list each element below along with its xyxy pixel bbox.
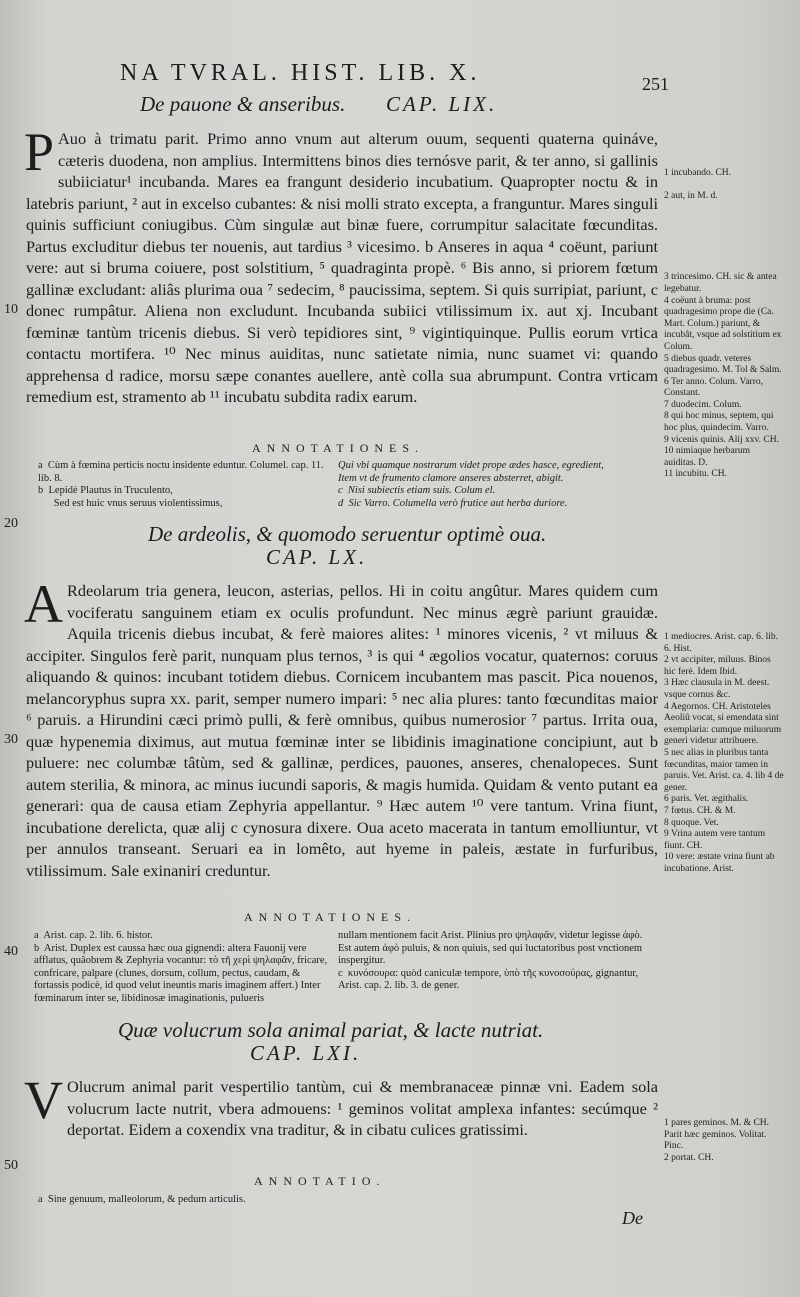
- chapter-number-60: CAP. LX.: [266, 545, 368, 569]
- drop-cap-61: V: [24, 1070, 63, 1130]
- chapter-title-61: Quæ volucrum sola animal pariat, & lacte nutriat.: [118, 1018, 544, 1042]
- annotations-left-61: a Sine genuum, malleolorum, & pedum articulis.: [38, 1194, 246, 1205]
- margin-notes-61: 1 pares geminos. M. & CH. Parit hæc geminos. Volitat. Pinc. 2 portat. CH.: [664, 1118, 770, 1163]
- drop-cap-59: P: [24, 122, 55, 182]
- annotations-left-59: a Cùm à fœmina perticis noctu insidente eduntur. Columel. cap. 11. lib. 8. b Lepidè Plautus in Truculento, Sed est huic vnus seruus violentissimus,: [38, 460, 324, 509]
- chapter-text-60: Rdeolarum tria genera, leucon, asterias, pellos. Hi in coitu angûtur. Mares quidem cum vociferatu sanguinem etiam ex oculis profundunt. Nec minus ægrè pariunt grauidæ. Aquila tricenis diebus incubat, & ferè maiores alites: ¹ minores vicenis, ² vt miluus & accipiter. Singulos ferè parit, nunquam plus ternos, ³ is qui ⁴ ægolios vocatur, quaternos: coruus aliquando & quinos: incubant totidem diebus. Cornicem incubantem mas pascit. Pica nouenos, melancoryphus supra xx. parit, semper numero impari: ⁵ nec alia plures: tanto fœcunditas maior ⁶ paruis. a Hirundini cæci primò pulli, & ferè omnibus, quibus numerosior ⁷ partus. Irrita oua, quæ hypenemia diximus, aut mutua fœminæ inter se libidinis imaginatione concipiunt, aut b puluere: nec columbæ tâtùm, sed & gallinæ, perdices, pauones, anseres, chenalopeces. Sunt autem sterilia, & minora, ac minus iucundi saporis, & magis humida. Quidam & vento putant ea generari: qua de causa etiam Zephyria appellantur. ⁹ Hæc autem ¹⁰ vere tantum. Vrina fiunt, incubatione derelicta, quæ alij c cynosura dixere. Oua aceto macerata in tantum emolliuntur, vt per annulos transeant. Seruari ea in lomêto, aut hyeme in paleis, æstate in furfuribus, vtilissimum. Sale exinaniri creduntur.: [26, 581, 658, 880]
- chapter-body-60: [24, 574, 658, 881]
- line-number-20: 20: [4, 516, 18, 531]
- chapter-body-59: [24, 122, 658, 408]
- annotations-left-60: a Arist. cap. 2. lib. 6. histor. b Arist. Duplex est caussa hæc oua gignendi: altera Fauonij vere afflatus, quâobrem & Zephyria vocantur: τὸ τῆ χερὶ ψηλαφᾶν, fricare, confricare, palpare (clunes, dorsum, collum, pectus, caudam, & fortassis podicè, id quod velut ineuntis maris imaginem affert.) Inter fœminarum inter se, libidinosæ imaginationis, pulueris: [34, 930, 328, 1004]
- chapter-text-59: Auo à trimatu parit. Primo anno vnum aut alterum ouum, sequenti quaterna quináve, cæteris duodena, non amplius. Intermittens binos dies ternósve parit, & ter anno, si gallinis subiiciatur¹ incubanda. Mares ea frangunt desiderio incubatium. Quapropter noctu & in latebris pariunt, ² aut in excelso cubantes: & nisi molli strato excepta, a franguntur. Mares singuli quinis sufficiunt coniugibus. Cùm singulæ aut binæ fuere, corrumpitur salacitate fœcunditas. Partus excluditur diebus ter nouenis, aut tardius ³ vicesimo. b Anseres in aqua ⁴ coëunt, pariunt vere: aut si bruma coiuere, post solstitium, ⁵ quadraginta propè. ⁶ Bis anno, si priorem fœtum gallinæ excludant: aliâs plurima oua ⁷ sedecim, ⁸ paucissima, septem. Si quis surripiat, pariunt, c donec rumpâtur. Aliena non excludunt. Incubanda subiici vtilissimum ix. aut xj. Incubant fœminæ tantùm tricenis diebus. Si verò tepidiores sint, ⁹ vigintiquinque. Pullis eorum vrtica contactu mortifera. ¹⁰ Nec minus auiditas, nunc satietate nimia, nunc suamet vi: quando apprehensa d radice, morsu sæpe conantes auellere, antè colla sua abrumpunt. Contra vrticam remedium est, stramento ab ¹¹ incubatu subdita radix earum.: [26, 129, 658, 406]
- annotations-right-59: Qui vbi quamque nostrarum videt prope ædes hasce, egredient, Item vt de frumento clamore anseres absterret, abigit. c Nisi subiectis etiam suis. Colum el. d Sic Varro. Columella verò frutice aut herba duriore.: [338, 460, 604, 509]
- catchword: De: [622, 1208, 643, 1228]
- annotations-right-60: nullam mentionem facit Arist. Plinius pro ψηλαφᾶν, videtur legisse ἀφὸ. Est autem ἀφὸ puluis, & non quiuis, sed qui luctatoribus post vnctionem inspergitur. c κυνόσουρα: quòd caniculæ tempore, ὑπὸ τῆς κυνοσούρας, gignantur, Arist. cap. 2. lib. 3. de gener.: [338, 930, 643, 992]
- margin-notes-60: 1 mediocres. Arist. cap. 6. lib. 6. Hist. 2 vt accipiter, miluus. Binos hic ferè. Idem Ibid. 3 Hæc clausula in M. deest. vsque cornus &c. 4 Aegornos. CH. Aristoteles Aeoliû vocat, si emendata sint exemplaria: cumque miluorum generi videtur attribuere. 5 nec alias in pluribus tanta fœcunditas, maior tamen in paruis. Vet. Arist. ca. 4. lib 4 de gener. 6 paris. Vet. ægithalis. 7 fœtus. CH. & M. 8 quoque. Vet. 9 Vrina autem vere tantum fiunt. CH. 10 vere: æstate vrina fiunt ab incubatione. Arist.: [664, 632, 784, 874]
- annotations-heading-60: ANNOTATIONES.: [244, 910, 417, 924]
- chapter-text-61: Olucrum animal parit vespertilio tantùm, cui & membranaceæ pinnæ vni. Eadem sola volucrum lacte nutrit, vbera admouens: ¹ geminos volitat amplexa infantes: secúmque ² deportat. Eidem a coxendix vna traditur, & in cibatu culices gratissimi.: [67, 1077, 658, 1139]
- chapter-number-61: CAP. LXI.: [250, 1041, 362, 1065]
- page-number: 251: [642, 74, 669, 94]
- running-head: NA TVRAL. HIST. LIB. X.: [120, 60, 481, 86]
- chapter-title-60: De ardeolis, & quomodo seruentur optimè oua.: [148, 522, 547, 546]
- drop-cap-60: A: [24, 574, 63, 634]
- line-number-50: 50: [4, 1158, 18, 1173]
- annotations-heading-59: ANNOTATIONES.: [252, 441, 425, 455]
- line-number-40: 40: [4, 944, 18, 959]
- line-number-30: 30: [4, 732, 18, 747]
- line-number-10: 10: [4, 302, 18, 317]
- margin-notes-59: 1 incubando. CH. 2 aut, in M. d. 3 trincesimo. CH. sic & antea legebatur. 4 coëunt à bruma: post quadragesimo prope die (Ca. Mart. Colum.) pariunt, & incubât, vsque ad solstitium ex Colum. 5 diebus quadr. veteres quadragesimo. M. Tol & Salm. 6 Ter anno. Colum. Varro, Constant. 7 duodecim. Colum. 8 qui hoc minus, septem, qui hoc plus, quindecim. Varro. 9 vicenis quinis. Alij xxv. CH. 10 nimiaque herbarum auiditas. D. 11 incubitu. CH.: [664, 168, 782, 480]
- chapter-number-59: CAP. LIX.: [386, 92, 498, 116]
- annotations-heading-61: ANNOTATIO.: [254, 1174, 386, 1188]
- chapter-body-61: [24, 1070, 658, 1141]
- chapter-title-59: De pauone & anseribus.: [140, 92, 346, 116]
